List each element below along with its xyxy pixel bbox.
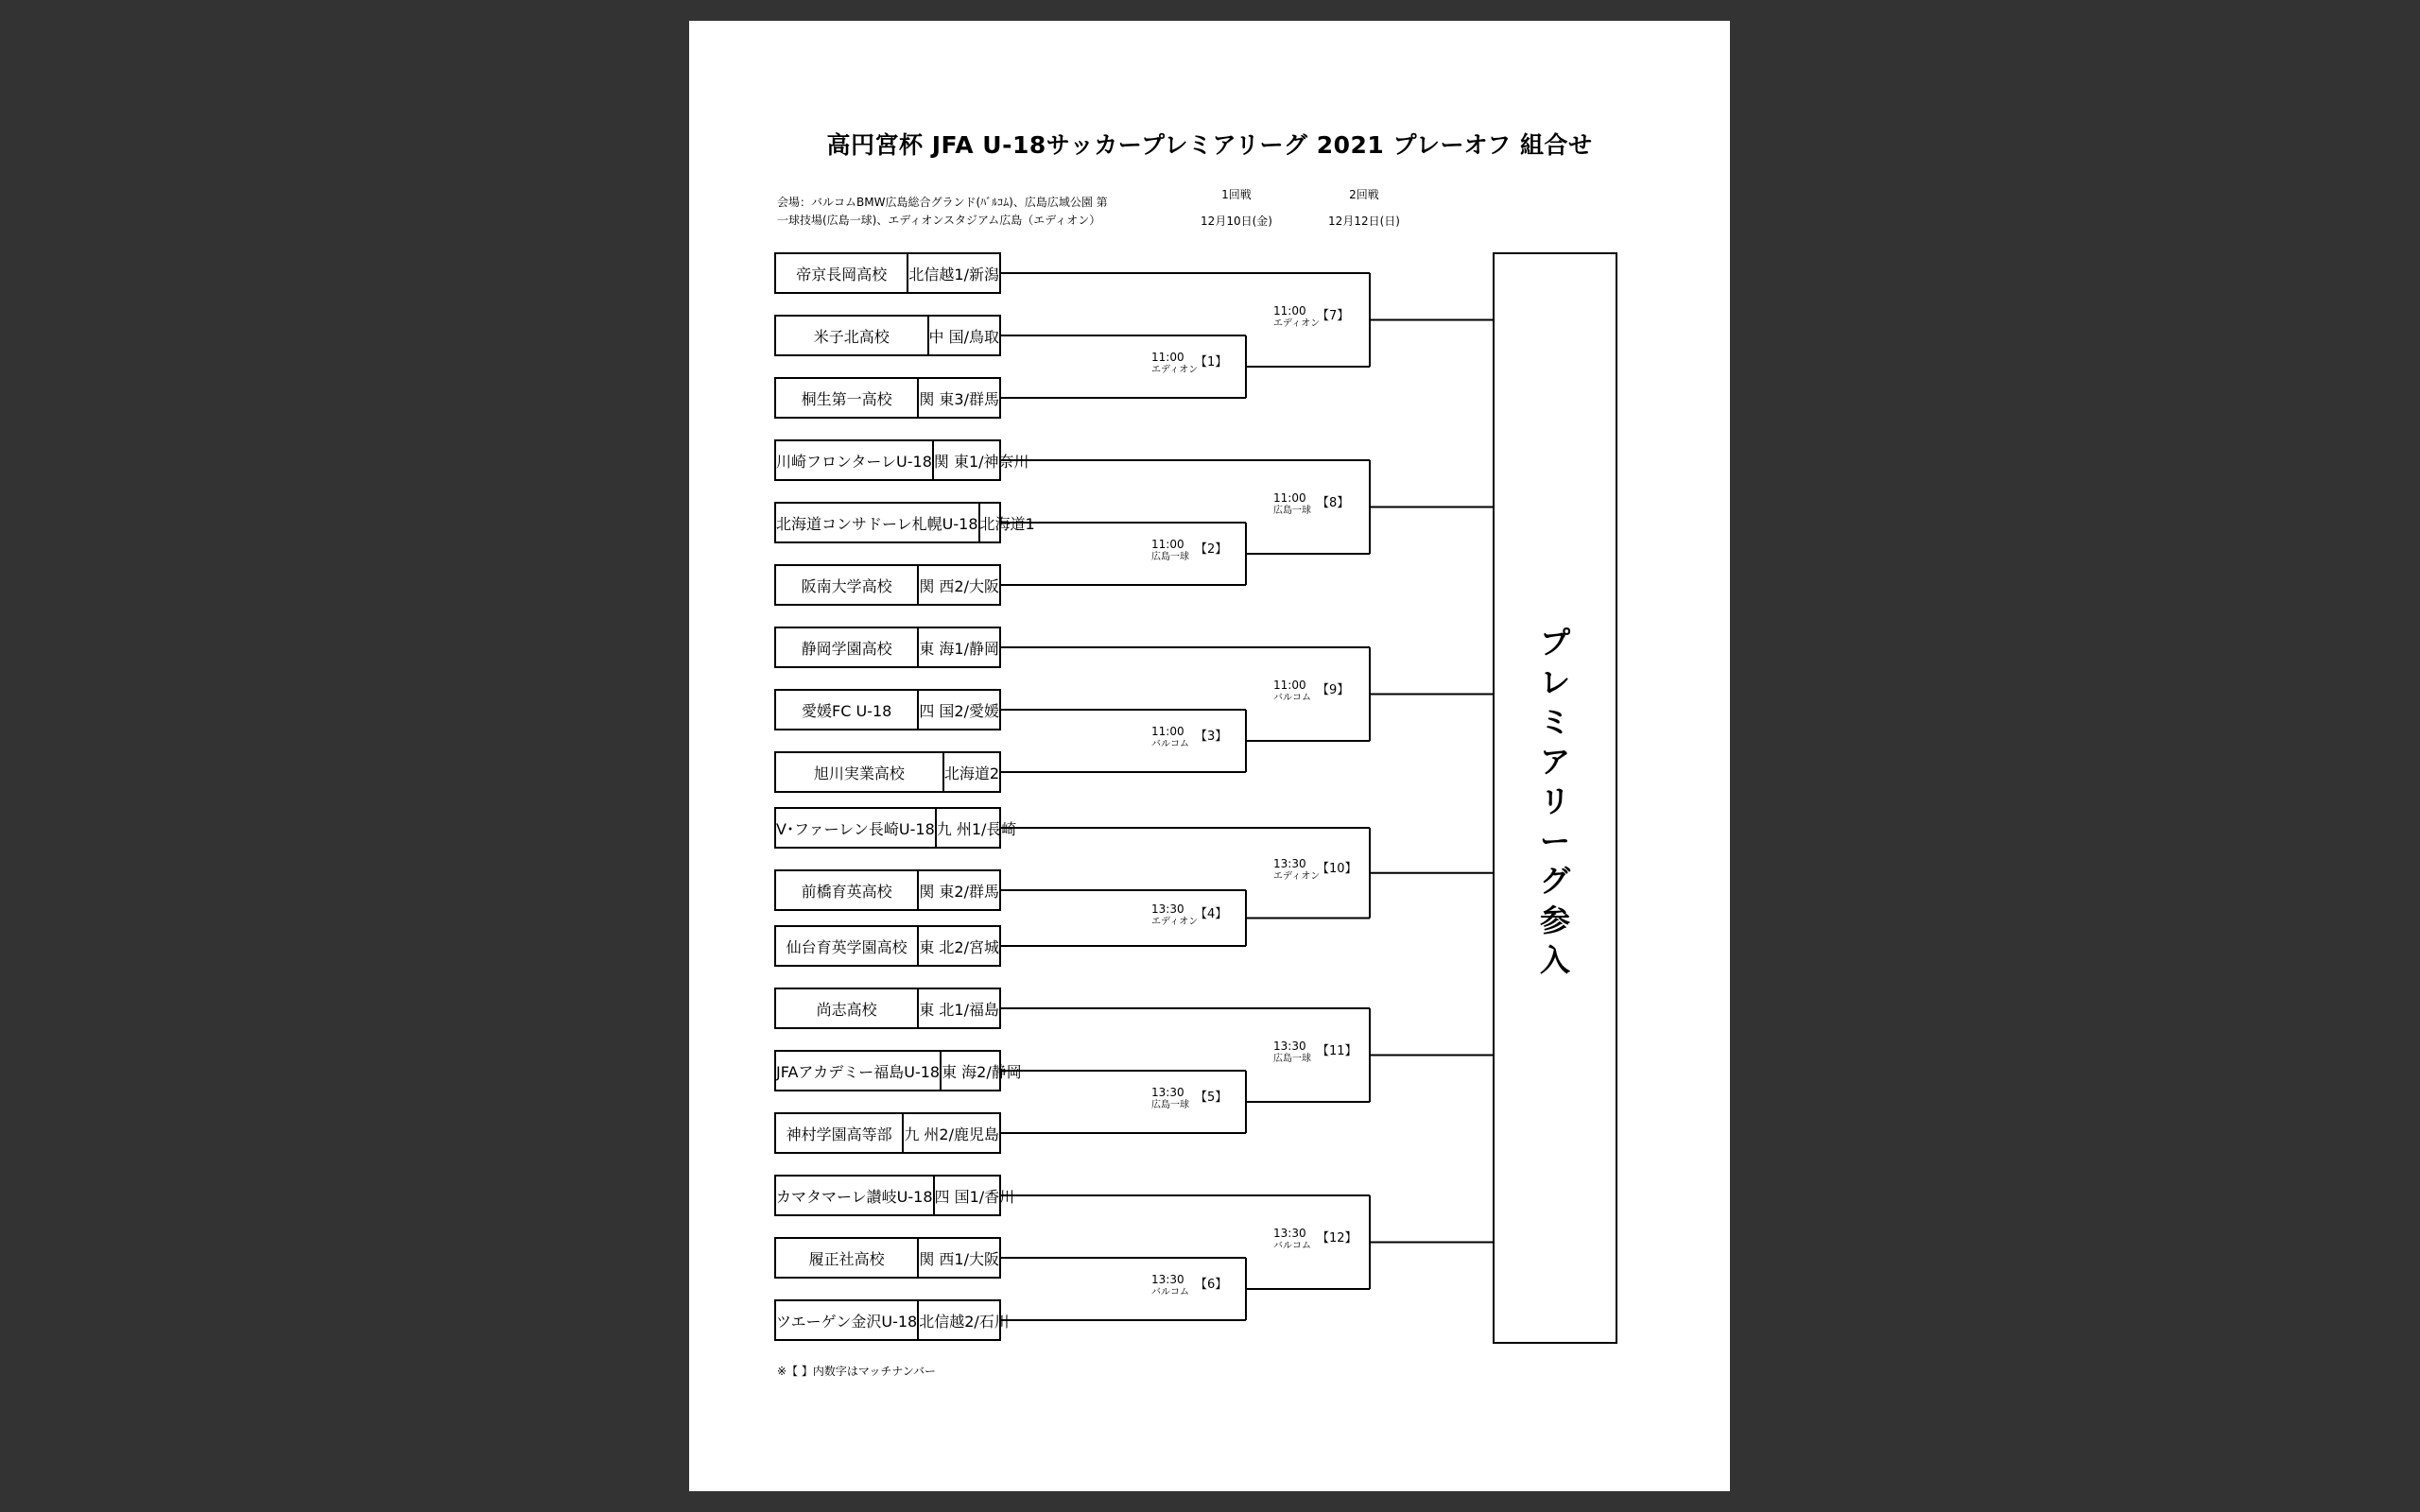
team-name: 履正社高校 <box>776 1239 919 1277</box>
team-region: 関 東1/神奈川 <box>933 452 1029 471</box>
team-name: 尚志高校 <box>776 989 919 1027</box>
premier-label-char: 入 <box>1539 942 1570 978</box>
team-region: 四 国1/香川 <box>934 1187 1015 1206</box>
bracket-document <box>689 21 1730 1491</box>
match-time: 13:30 <box>1151 1086 1184 1099</box>
team-row <box>774 689 1001 730</box>
team-region: 関 東3/群馬 <box>919 389 999 408</box>
team-row <box>774 988 1001 1029</box>
match-venue: 広島一球 <box>1273 505 1311 516</box>
premier-league-label <box>1495 623 1616 980</box>
match-venue: バルコム <box>1273 692 1311 703</box>
premier-label-char: レ <box>1539 664 1570 700</box>
team-row <box>774 377 1001 419</box>
match-number: 【10】 <box>1317 861 1357 876</box>
match-venue: バルコム <box>1151 739 1189 749</box>
match-venue: 広島一球 <box>1273 1053 1311 1064</box>
match-info <box>1151 538 1228 564</box>
match-number: 【11】 <box>1317 1043 1357 1058</box>
match-number: 【2】 <box>1195 542 1228 557</box>
match-venue: 広島一球 <box>1151 552 1189 562</box>
team-row <box>774 252 1001 294</box>
team-row <box>774 502 1035 543</box>
match-time: 11:00 <box>1273 303 1306 318</box>
premier-league-box <box>1493 252 1617 1344</box>
match-info <box>1273 303 1350 331</box>
team-name: V･ファーレン長崎U-18 <box>776 809 937 847</box>
team-row <box>774 439 1029 481</box>
match-time: 13:30 <box>1151 1273 1184 1286</box>
match-venue: エディオン <box>1151 365 1199 375</box>
premier-label-char: ー <box>1539 823 1570 859</box>
team-row <box>774 627 1001 668</box>
match-time: 13:30 <box>1273 1226 1306 1240</box>
footnote: ※【 】内数字はマッチナンバー <box>777 1365 936 1378</box>
match-info <box>1273 678 1350 705</box>
match-venue: 広島一球 <box>1151 1100 1189 1110</box>
match-number: 【12】 <box>1317 1230 1357 1246</box>
match-time: 11:00 <box>1273 490 1306 505</box>
match-time: 11:00 <box>1151 538 1184 551</box>
match-time: 13:30 <box>1273 1039 1306 1053</box>
team-name: 仙台育英学園高校 <box>776 927 919 965</box>
match-info <box>1273 490 1350 518</box>
match-number: 【4】 <box>1195 906 1228 921</box>
match-info <box>1151 351 1228 377</box>
team-region: 関 西1/大阪 <box>919 1249 999 1268</box>
premier-label-char: リ <box>1539 783 1570 819</box>
team-name: 愛媛FC U-18 <box>776 691 919 729</box>
team-name: ツエーゲン金沢U-18 <box>776 1301 919 1339</box>
premier-label-char: 参 <box>1539 902 1570 938</box>
match-info <box>1151 902 1228 929</box>
team-name: 前橋育英高校 <box>776 871 919 909</box>
team-row <box>774 1050 1022 1091</box>
document-title: 高円宮杯 JFA U-18サッカープレミアリーグ 2021 プレーオフ 組合せ <box>826 131 1593 159</box>
match-info <box>1151 1086 1228 1112</box>
match-number: 【7】 <box>1317 308 1350 323</box>
match-time: 11:00 <box>1273 678 1306 692</box>
premier-label-char: グ <box>1539 863 1570 899</box>
match-info <box>1273 1039 1357 1066</box>
match-time: 11:00 <box>1151 725 1184 738</box>
team-region: 北海道1 <box>979 514 1035 533</box>
team-name: 北海道コンサドーレ札幌U-18 <box>776 504 980 541</box>
team-region: 四 国2/愛媛 <box>919 701 999 720</box>
team-row <box>774 1299 1010 1341</box>
team-row <box>774 751 1001 793</box>
team-name: 旭川実業高校 <box>776 753 944 791</box>
match-venue: バルコム <box>1151 1287 1189 1297</box>
team-row <box>774 1237 1001 1279</box>
team-row <box>774 807 1017 849</box>
team-name: JFAアカデミー福島U-18 <box>776 1052 942 1090</box>
team-name: 静岡学園高校 <box>776 628 919 666</box>
venue-line-2: 一球技場(広島一球)、エディオンスタジアム広島（エディオン） <box>777 214 1101 227</box>
premier-label-char: プ <box>1539 625 1570 661</box>
team-name: 帝京長岡高校 <box>776 254 908 292</box>
match-time: 13:30 <box>1273 856 1306 870</box>
round1-date: 12月10日(金) <box>1201 215 1272 228</box>
match-time: 13:30 <box>1151 902 1184 916</box>
team-region: 東 海1/静岡 <box>919 639 999 658</box>
premier-label-char: ミ <box>1539 704 1570 740</box>
round1-label: 1回戦 <box>1221 188 1252 201</box>
team-row <box>774 564 1001 606</box>
match-number: 【6】 <box>1195 1278 1228 1292</box>
team-row <box>774 869 1001 911</box>
team-name: 神村学園高等部 <box>776 1114 904 1152</box>
team-region: 東 北1/福島 <box>919 1000 999 1019</box>
team-region: 東 海2/静岡 <box>942 1062 1022 1081</box>
team-region: 東 北2/宮城 <box>919 937 999 956</box>
match-number: 【9】 <box>1317 682 1350 697</box>
match-venue: エディオン <box>1273 318 1321 329</box>
team-row <box>774 1112 1001 1154</box>
match-number: 【8】 <box>1317 495 1350 510</box>
match-info <box>1273 856 1357 884</box>
premier-label-char: ア <box>1539 744 1570 780</box>
match-venue: バルコム <box>1273 1240 1311 1251</box>
team-row <box>774 925 1001 967</box>
team-region: 関 東2/群馬 <box>919 882 999 901</box>
team-name: カマタマーレ讃岐U-18 <box>776 1177 935 1214</box>
team-region: 関 西2/大阪 <box>919 576 999 595</box>
team-region: 北信越2/石川 <box>919 1312 1010 1331</box>
team-region: 九 州2/鹿児島 <box>904 1125 999 1143</box>
match-venue: エディオン <box>1151 916 1199 927</box>
team-name: 阪南大学高校 <box>776 566 919 604</box>
team-region: 中 国/鳥取 <box>928 327 999 346</box>
match-venue: エディオン <box>1273 870 1321 882</box>
venue-line-1: 会場：バルコムBMW広島総合グランド(ﾊﾞﾙｺﾑ)、広島広域公園 第 <box>777 196 1108 209</box>
match-number: 【5】 <box>1195 1091 1228 1105</box>
match-number: 【1】 <box>1195 355 1228 369</box>
team-row <box>774 315 1001 356</box>
team-region: 九 州1/長崎 <box>936 819 1017 838</box>
team-region: 北海道2 <box>943 764 999 782</box>
round2-date: 12月12日(日) <box>1328 215 1400 228</box>
match-info <box>1273 1226 1357 1253</box>
match-time: 11:00 <box>1151 351 1184 364</box>
match-info <box>1151 725 1228 751</box>
round2-label: 2回戦 <box>1349 188 1379 201</box>
team-name: 川崎フロンターレU-18 <box>776 441 934 479</box>
match-number: 【3】 <box>1195 730 1228 744</box>
team-region: 北信越1/新潟 <box>908 265 999 284</box>
match-info <box>1151 1273 1228 1299</box>
team-name: 桐生第一高校 <box>776 379 919 417</box>
team-name: 米子北高校 <box>776 317 929 354</box>
team-row <box>774 1175 1015 1216</box>
